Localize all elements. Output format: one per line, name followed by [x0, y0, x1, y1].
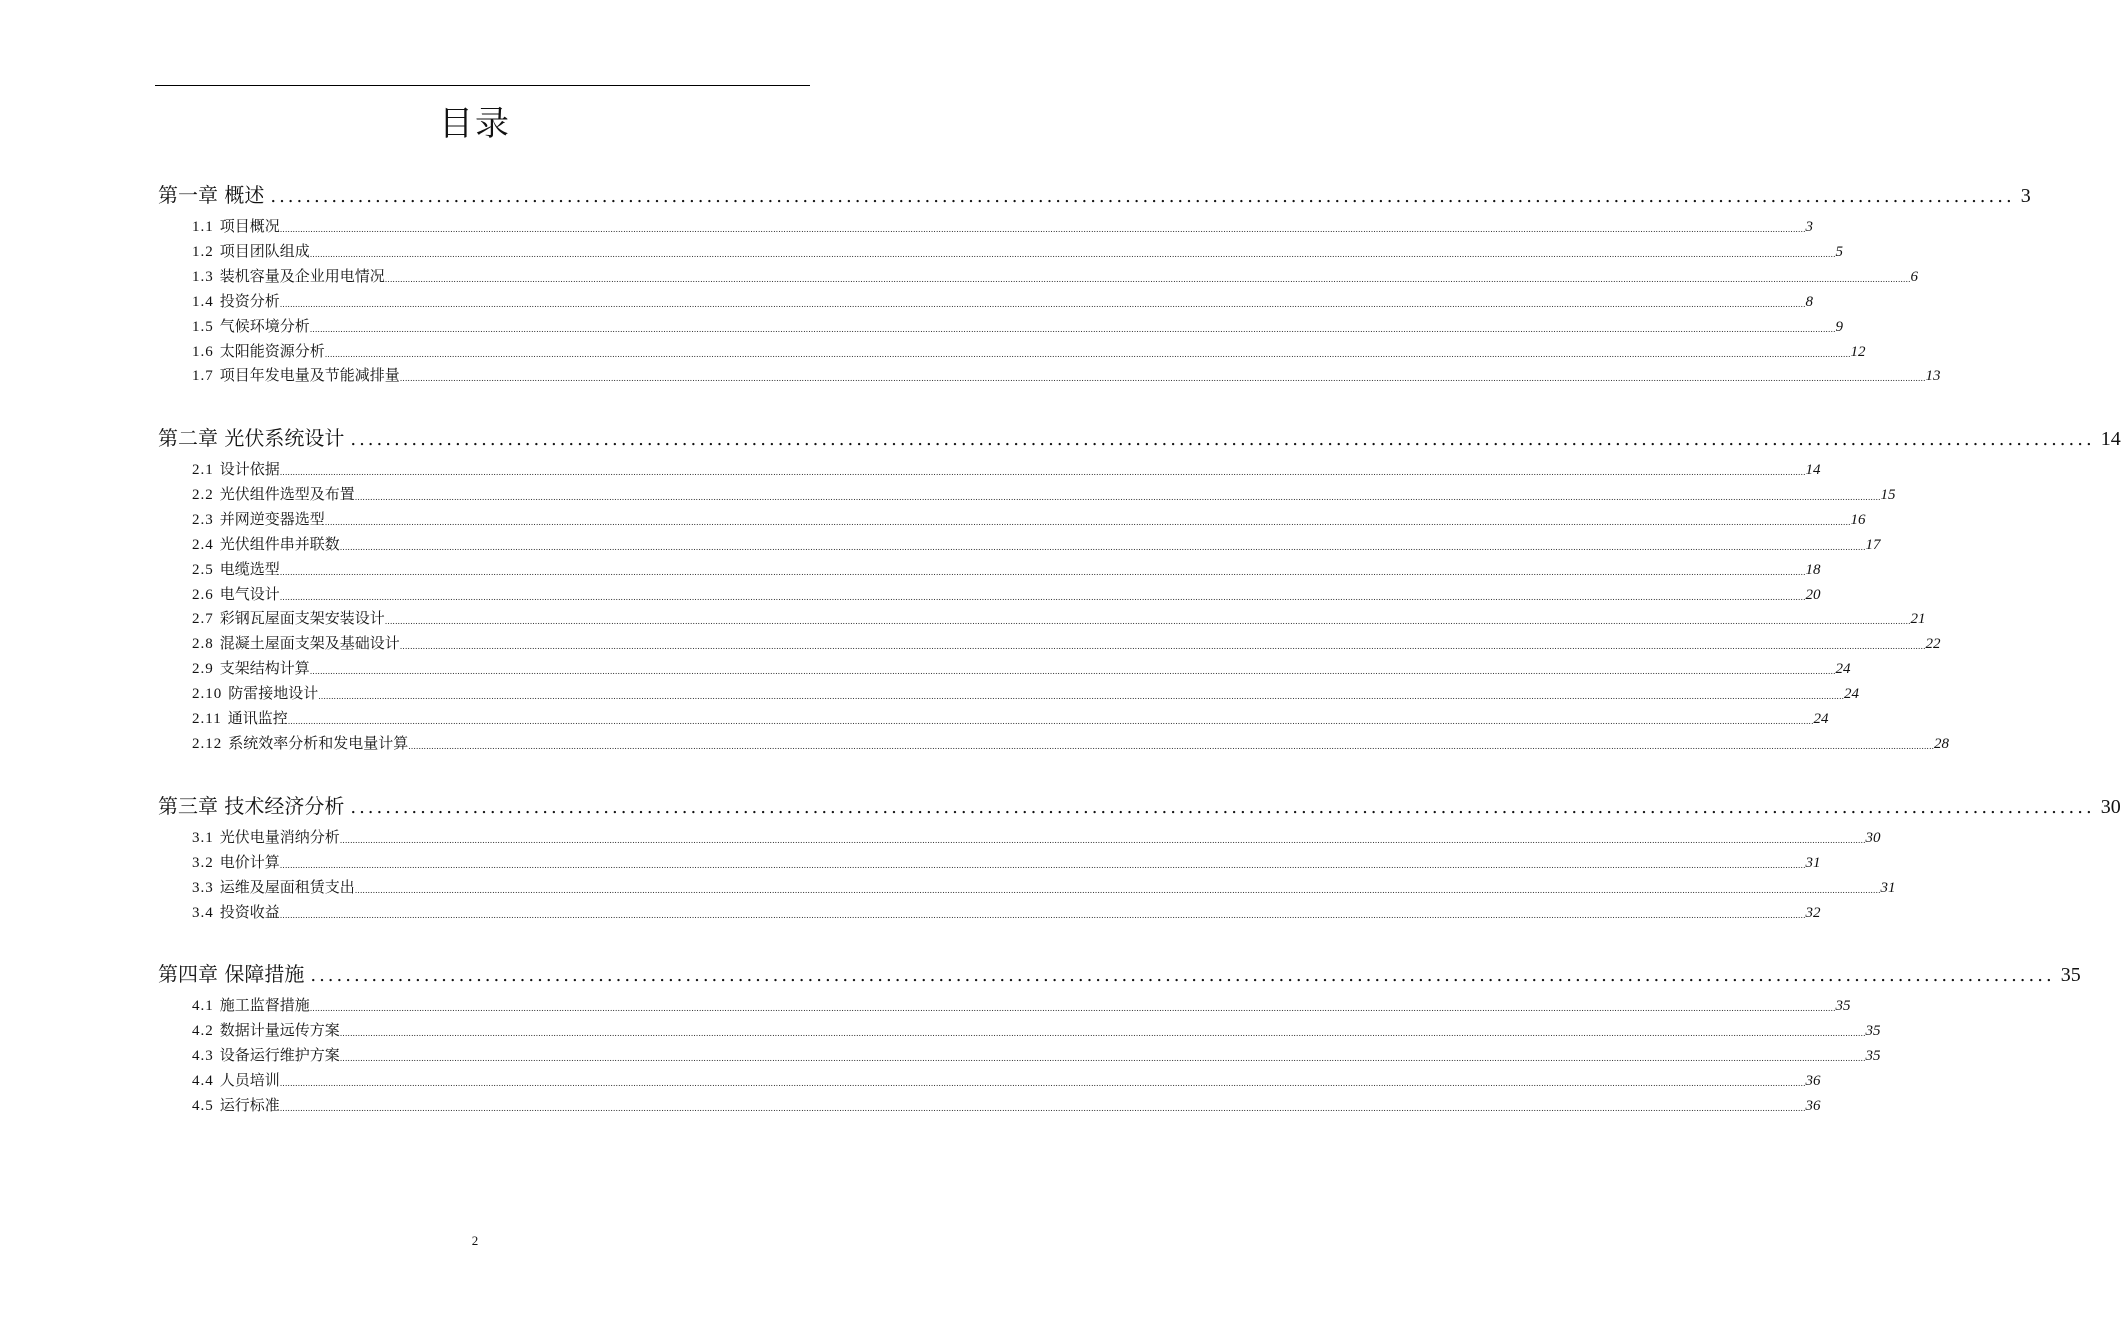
- toc-section-2-12[interactable]: [192, 732, 1950, 754]
- section-title: 投资分析: [219, 291, 280, 310]
- section-page-number: 17: [1865, 536, 1881, 553]
- section-number: 2.10: [192, 686, 223, 703]
- dot-leader: ........................................................................................................................................................................................................................................................................................................................................................................................................................................................................................................................................................................................................................: [309, 1004, 1836, 1013]
- section-title: 项目概况: [219, 217, 280, 235]
- page-number: 2: [471, 1233, 479, 1248]
- dot-leader: ........................................................................................................................................................................................................................................................................................................................................................................................................................................................................................................................................................................................................................: [324, 349, 1851, 359]
- section-number: 1.5: [192, 318, 214, 335]
- section-number: 1.2: [192, 243, 214, 260]
- section-title: 电价计算: [219, 852, 280, 871]
- dot-leader: ........................................................................................................................................................................................................................................................................................................................................................................................................................................................................................................................................................................................................................: [279, 299, 1806, 309]
- section-page-number: 21: [1910, 611, 1926, 628]
- section-title: 混凝土屋面支架及基础设计: [219, 634, 400, 653]
- section-page-number: 13: [1925, 368, 1941, 385]
- section-number: 4.4: [192, 1072, 214, 1089]
- dot-leader: ........................................................................................................................................................................................................................................................................................................................................................................................................................................................................................................................................................................................................................: [279, 468, 1806, 477]
- toc-section-1-6[interactable]: [192, 340, 1866, 362]
- section-page-number: 9: [1835, 318, 1844, 335]
- dot-leader: ........................................................................................................................................................................................................................................................................................................................................................................................................................................................................................................................................................................................................................: [309, 249, 1836, 259]
- section-number: 1.4: [192, 293, 214, 310]
- toc-section-2-4[interactable]: [192, 533, 1881, 555]
- dot-leader: ........................................................................................................................................................................................................................................................................................................................................................................................................................................................................................................................................................................................................................: [339, 1028, 1866, 1038]
- dot-leader: ........................................................................................................................................................................................................................................................................................................................................................................................................................................................................................................................................................................................................................: [354, 885, 1881, 895]
- section-page-number: 30: [1865, 830, 1881, 846]
- section-title: 彩钢瓦屋面支架安装设计: [219, 609, 385, 628]
- section-title: 数据计量远传方案: [219, 1020, 340, 1039]
- toc-section-3-1[interactable]: [192, 826, 1881, 848]
- section-page-number: 3: [1805, 219, 1814, 235]
- section-number: 2.4: [192, 536, 214, 553]
- section-number: 4.2: [192, 1022, 214, 1039]
- section-number: 1.7: [192, 368, 214, 385]
- section-page-number: 36: [1805, 1097, 1821, 1114]
- dot-leader: ........................................................................................................................................................................................................................................................................................................................................................................................................................................................................................................................................................................................................................: [339, 542, 1866, 552]
- dot-leader: ........................................................................................................................................................................................................................................................................................................................................................................................................................................................................................................................................................................................................................: [339, 836, 1866, 845]
- dot-leader: ........................................................................................................................................................................................................: [270, 186, 2015, 207]
- section-page-number: 28: [1934, 735, 1950, 752]
- dot-leader: ........................................................................................................................................................................................................................................................................................................................................................................................................................................................................................................................................................................................................................: [279, 910, 1806, 920]
- dot-leader: ........................................................................................................................................................................................................: [350, 429, 2095, 450]
- dot-leader: ........................................................................................................................................................................................................................................................................................................................................................................................................................................................................................................................................................................................................................: [279, 860, 1806, 870]
- dot-leader: ........................................................................................................................................................................................................................................................................................................................................................................................................................................................................................................................................................................................................................: [279, 1103, 1806, 1113]
- section-title: 光伏组件串并联数: [219, 534, 340, 553]
- section-number: 4.1: [192, 998, 214, 1014]
- toc-chapter-1[interactable]: [158, 180, 2031, 210]
- section-page-number: 16: [1850, 511, 1866, 528]
- chapter-page-number: 35: [2060, 964, 2081, 986]
- chapter-label: 第三章 技术经济分析: [158, 794, 345, 818]
- section-number: 2.2: [192, 486, 214, 503]
- section-number: 4.3: [192, 1047, 214, 1064]
- dot-leader: ........................................................................................................................................................................................................................................................................................................................................................................................................................................................................................................................................................................................................................: [279, 1078, 1806, 1088]
- section-number: 1.1: [192, 219, 214, 235]
- toc-section-3-2[interactable]: [192, 851, 1821, 873]
- section-page-number: 22: [1925, 636, 1941, 653]
- toc-section-1-4[interactable]: [192, 290, 1814, 312]
- section-number: 3.3: [192, 879, 214, 896]
- section-page-number: 12: [1850, 343, 1866, 360]
- section-title: 施工监督措施: [219, 996, 310, 1014]
- toc-section-1-1[interactable]: [192, 215, 1814, 237]
- toc-section-2-10[interactable]: [192, 682, 1860, 704]
- toc-section-4-4[interactable]: [192, 1069, 1821, 1091]
- chapter-page-number: 30: [2100, 796, 2121, 818]
- section-number: 2.9: [192, 661, 214, 678]
- section-title: 设备运行维护方案: [219, 1045, 340, 1064]
- section-number: 3.2: [192, 854, 214, 871]
- section-title: 系统效率分析和发电量计算: [228, 733, 409, 752]
- toc-section-2-5[interactable]: [192, 558, 1821, 580]
- dot-leader: ........................................................................................................................................................................................................................................................................................................................................................................................................................................................................................................................................................................................................................: [279, 225, 1806, 234]
- toc-section-1-7[interactable]: [192, 364, 1941, 386]
- dot-leader: ........................................................................................................................................................................................................................................................................................................................................................................................................................................................................................................................................................................................................................: [408, 741, 1935, 751]
- section-page-number: 15: [1880, 486, 1896, 503]
- section-title: 投资收益: [219, 902, 280, 921]
- dot-leader: ........................................................................................................................................................................................................................................................................................................................................................................................................................................................................................................................................................................................................................: [354, 492, 1881, 502]
- toc-section-4-2[interactable]: [192, 1019, 1881, 1041]
- toc-chapter-3[interactable]: [158, 791, 2121, 821]
- toc-section-2-7[interactable]: [192, 607, 1926, 629]
- toc-section-3-3[interactable]: [192, 876, 1896, 898]
- toc-section-1-2[interactable]: [192, 240, 1844, 262]
- section-page-number: 18: [1805, 561, 1821, 578]
- section-page-number: 20: [1805, 586, 1821, 603]
- section-title: 防雷接地设计: [228, 684, 319, 703]
- section-page-number: 31: [1805, 854, 1821, 871]
- toc-section-4-3[interactable]: [192, 1044, 1881, 1066]
- section-page-number: 32: [1805, 904, 1821, 921]
- section-title: 项目年发电量及节能减排量: [219, 366, 400, 385]
- toc-section-4-5[interactable]: [192, 1094, 1821, 1116]
- section-page-number: 24: [1844, 686, 1860, 703]
- section-title: 光伏组件选型及布置: [219, 484, 355, 503]
- section-title: 通讯监控: [227, 709, 288, 727]
- section-number: 2.3: [192, 511, 214, 528]
- section-number: 2.11: [192, 711, 222, 727]
- section-page-number: 6: [1910, 268, 1919, 285]
- section-title: 人员培训: [219, 1070, 280, 1089]
- toc-section-2-1[interactable]: [192, 458, 1821, 480]
- toc-section-2-8[interactable]: [192, 632, 1941, 654]
- top-rule: [155, 85, 810, 86]
- section-page-number: 35: [1865, 1022, 1881, 1039]
- section-title: 电缆选型: [219, 559, 280, 578]
- section-page-number: 36: [1805, 1072, 1821, 1089]
- dot-leader: ........................................................................................................................................................................................................................................................................................................................................................................................................................................................................................................................................................................................................................: [318, 692, 1845, 702]
- section-title: 运维及屋面租赁支出: [219, 877, 355, 896]
- chapter-page-number: 3: [2020, 185, 2031, 207]
- dot-leader: ........................................................................................................................................................................................................................................................................................................................................................................................................................................................................................................................................................................................................................: [309, 667, 1836, 677]
- section-number: 2.12: [192, 735, 223, 752]
- section-number: 3.4: [192, 904, 214, 921]
- toc-section-2-11[interactable]: [192, 707, 1829, 729]
- section-page-number: 31: [1880, 879, 1896, 896]
- dot-leader: ........................................................................................................................................................................................................................................................................................................................................................................................................................................................................................................................................................................................................................: [324, 517, 1851, 527]
- dot-leader: ........................................................................................................................................................................................................................................................................................................................................................................................................................................................................................................................................................................................................................: [279, 567, 1806, 577]
- section-title: 项目团队组成: [219, 241, 310, 260]
- section-title: 太阳能资源分析: [219, 341, 325, 360]
- chapter-page-number: 14: [2100, 428, 2121, 450]
- section-title: 气候环境分析: [219, 316, 310, 335]
- section-number: 1.3: [192, 268, 214, 285]
- section-title: 运行标准: [219, 1095, 280, 1114]
- toc-section-2-6[interactable]: [192, 583, 1821, 605]
- section-title: 装机容量及企业用电情况: [219, 266, 385, 285]
- toc-section-2-3[interactable]: [192, 508, 1866, 530]
- toc-section-2-2[interactable]: [192, 483, 1896, 505]
- chapter-label: 第一章 概述: [158, 183, 265, 207]
- dot-leader: ........................................................................................................................................................................................................: [310, 965, 2055, 986]
- toc-title: 目录: [439, 104, 511, 144]
- dot-leader: ........................................................................................................................................................................................................................................................................................................................................................................................................................................................................................................................................................................................................................: [339, 1053, 1866, 1063]
- section-page-number: 5: [1835, 243, 1844, 260]
- section-number: 2.5: [192, 561, 214, 578]
- dot-leader: ........................................................................................................................................................................................................................................................................................................................................................................................................................................................................................................................................................................................................................: [279, 592, 1806, 602]
- section-number: 1.6: [192, 343, 214, 360]
- section-page-number: 8: [1805, 293, 1814, 310]
- section-number: 2.1: [192, 462, 214, 478]
- section-number: 3.1: [192, 830, 214, 846]
- dot-leader: ........................................................................................................................................................................................................: [350, 797, 2095, 818]
- dot-leader: ........................................................................................................................................................................................................................................................................................................................................................................................................................................................................................................................................................................................................................: [384, 274, 1911, 284]
- section-page-number: 14: [1805, 462, 1821, 478]
- section-page-number: 35: [1835, 998, 1851, 1014]
- dot-leader: ........................................................................................................................................................................................................................................................................................................................................................................................................................................................................................................................................................................................................................: [399, 374, 1926, 384]
- section-page-number: 24: [1813, 711, 1829, 727]
- toc-section-1-3[interactable]: [192, 265, 1919, 287]
- chapter-label: 第二章 光伏系统设计: [158, 426, 345, 450]
- section-number: 2.6: [192, 586, 214, 603]
- toc-section-3-4[interactable]: [192, 901, 1821, 923]
- section-title: 并网逆变器选型: [219, 509, 325, 528]
- section-title: 设计依据: [219, 460, 280, 478]
- toc-chapter-2[interactable]: [158, 423, 2121, 453]
- section-page-number: 35: [1865, 1047, 1881, 1064]
- section-title: 电气设计: [219, 584, 280, 603]
- section-number: 2.7: [192, 611, 214, 628]
- dot-leader: ........................................................................................................................................................................................................................................................................................................................................................................................................................................................................................................................................................................................................................: [399, 642, 1926, 652]
- dot-leader: ........................................................................................................................................................................................................................................................................................................................................................................................................................................................................................................................................................................................................................: [287, 717, 1814, 726]
- chapter-label: 第四章 保障措施: [158, 962, 305, 986]
- section-title: 支架结构计算: [219, 659, 310, 678]
- toc-section-1-5[interactable]: [192, 315, 1844, 337]
- toc-chapter-4[interactable]: [158, 959, 2081, 989]
- dot-leader: ........................................................................................................................................................................................................................................................................................................................................................................................................................................................................................................................................................................................................................: [309, 324, 1836, 334]
- dot-leader: ........................................................................................................................................................................................................................................................................................................................................................................................................................................................................................................................................................................................................................: [384, 617, 1911, 627]
- toc-section-4-1[interactable]: [192, 994, 1851, 1016]
- section-page-number: 24: [1835, 661, 1851, 678]
- toc-section-2-9[interactable]: [192, 657, 1851, 679]
- section-number: 4.5: [192, 1097, 214, 1114]
- section-number: 2.8: [192, 636, 214, 653]
- section-title: 光伏电量消纳分析: [219, 828, 340, 846]
